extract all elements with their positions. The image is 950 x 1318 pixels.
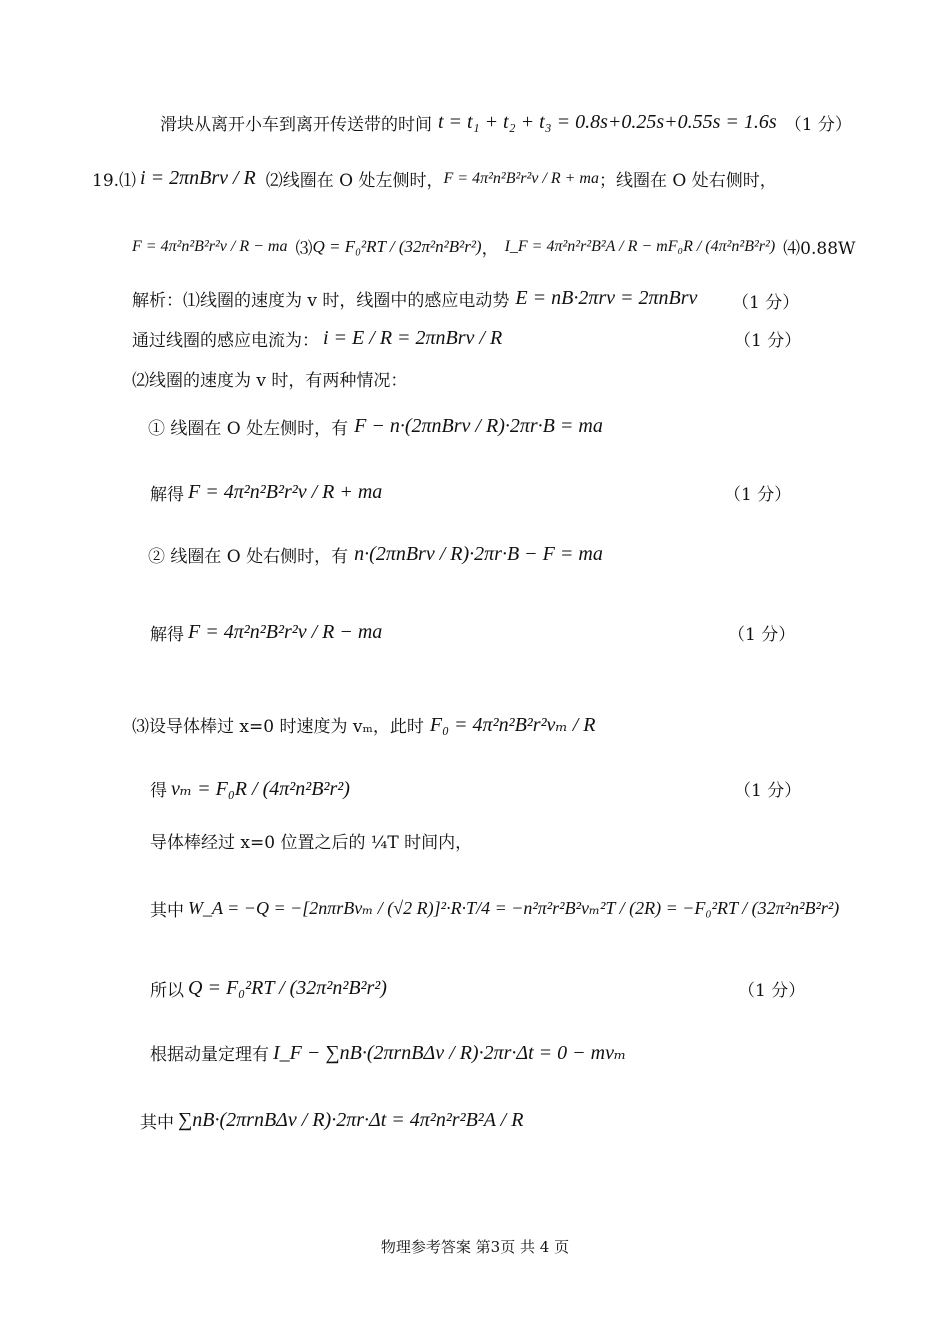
line-4-score: （1 分） — [734, 331, 802, 351]
line-16-text: 其中 — [140, 1113, 174, 1133]
line-11 — [150, 776, 350, 801]
line-2-text3: ⑷0.88W — [783, 239, 856, 259]
line-9 — [150, 620, 382, 645]
line-1-text: 19.⑴ — [92, 171, 137, 191]
line-3-text: 解析：⑴线圈的速度为 v 时，线圈中的感应电动势 — [132, 291, 510, 311]
line-15-text: 根据动量定理有 — [150, 1045, 269, 1065]
line-13-eq: W_A = −Q = −[2nπrBvₘ / (√2 R)]²·R·T/4 = −n²π²r²B²vₘ²T / (2R) = −F₀²RT / (32π²n²B²r²) — [188, 898, 840, 918]
line-2-eq2: Q = F₀²RT / (32π²n²B²r²) — [312, 236, 482, 256]
line-12-text: 导体棒经过 x=0 位置之后的 ¼T 时间内， — [150, 833, 473, 853]
line-16-eq: ∑nB·(2πrnBΔv / R)·2πr·Δt = 4π²n²r²B²A / R — [178, 1109, 524, 1131]
line-14-score: （1 分） — [738, 981, 806, 1001]
line-5 — [132, 366, 407, 391]
line-1-eq: i = 2πnBrv / R — [140, 167, 256, 189]
line-2-text: ⑶ — [295, 239, 313, 259]
line-9-text: 解得 — [150, 625, 184, 645]
page-footer: 物理参考答案 第3页 共 4 页 — [380, 1238, 570, 1256]
line-3 — [132, 286, 697, 311]
line-14 — [150, 976, 387, 1001]
line-7-text: 解得 — [150, 485, 184, 505]
line-8-text: ② 线圈在 O 处右侧时，有 — [148, 547, 349, 567]
line-10-text: ⑶设导体棒过 x=0 时速度为 vₘ，此时 — [132, 717, 424, 737]
line-7-eq: F = 4π²n²B²r²v / R + ma — [188, 481, 383, 503]
line-11-text: 得 — [150, 781, 167, 801]
line-15 — [150, 1040, 626, 1065]
line-6-text: ① 线圈在 O 处左侧时，有 — [148, 419, 349, 439]
line-11-eq: vₘ = F₀R / (4π²n²B²r²) — [171, 778, 350, 800]
line-2-eq3: I_F = 4π²n²r²B²A / R − mF₀R / (4π²n²B²r²) — [504, 237, 776, 255]
line-14-eq: Q = F₀²RT / (32π²n²B²r²) — [188, 977, 387, 999]
line-1 — [92, 166, 777, 191]
line-9-eq: F = 4π²n²B²r²v / R − ma — [188, 621, 383, 643]
line-2-text2: ， — [481, 239, 499, 259]
line-0-score: （1 分） — [784, 115, 852, 135]
line-12 — [150, 828, 472, 853]
line-6-eq: F − n·(2πnBrv / R)·2πr·B = ma — [354, 415, 603, 437]
line-4 — [132, 326, 502, 351]
line-10-eq: F₀ = 4π²n²B²r²vₘ / R — [429, 714, 596, 736]
line-3-score: （1 分） — [732, 293, 800, 313]
line-1-text3: ；线圈在 O 处右侧时， — [598, 171, 777, 191]
line-2-eq: F = 4π²n²B²r²v / R − ma — [132, 237, 288, 255]
line-1-eq2: F = 4π²n²B²r²v / R + ma — [443, 169, 599, 187]
line-0-text: 滑块从离开小车到离开传送带的时间 — [160, 115, 432, 135]
line-3-eq: E = nB·2πrv = 2πnBrv — [515, 287, 698, 309]
line-6 — [148, 414, 603, 439]
line-5-text: ⑵线圈的速度为 v 时，有两种情况： — [132, 371, 408, 391]
line-10 — [132, 712, 595, 737]
line-7 — [150, 480, 382, 505]
line-13-text: 其中 — [150, 901, 184, 921]
line-13 — [150, 896, 839, 921]
line-7-score: （1 分） — [724, 485, 792, 505]
line-8 — [148, 542, 603, 567]
line-1-text2: ⑵线圈在 O 处左侧时， — [265, 171, 444, 191]
line-14-text: 所以 — [150, 981, 184, 1001]
line-8-eq: n·(2πnBrv / R)·2πr·B − F = ma — [354, 543, 603, 565]
line-2 — [132, 234, 855, 259]
line-15-eq: I_F − ∑nB·(2πrnBΔv / R)·2πr·Δt = 0 − mvₘ — [273, 1042, 627, 1064]
line-4-eq: i = E / R = 2πnBrv / R — [323, 327, 503, 349]
line-16 — [140, 1108, 523, 1133]
line-4-text: 通过线圈的感应电流为： — [132, 331, 319, 351]
line-11-score: （1 分） — [734, 781, 802, 801]
line-9-score: （1 分） — [728, 625, 796, 645]
line-0 — [160, 110, 852, 135]
line-0-eq: t = t₁ + t₂ + t₃ = 0.8s+0.25s+0.55s = 1.6s — [438, 111, 777, 133]
